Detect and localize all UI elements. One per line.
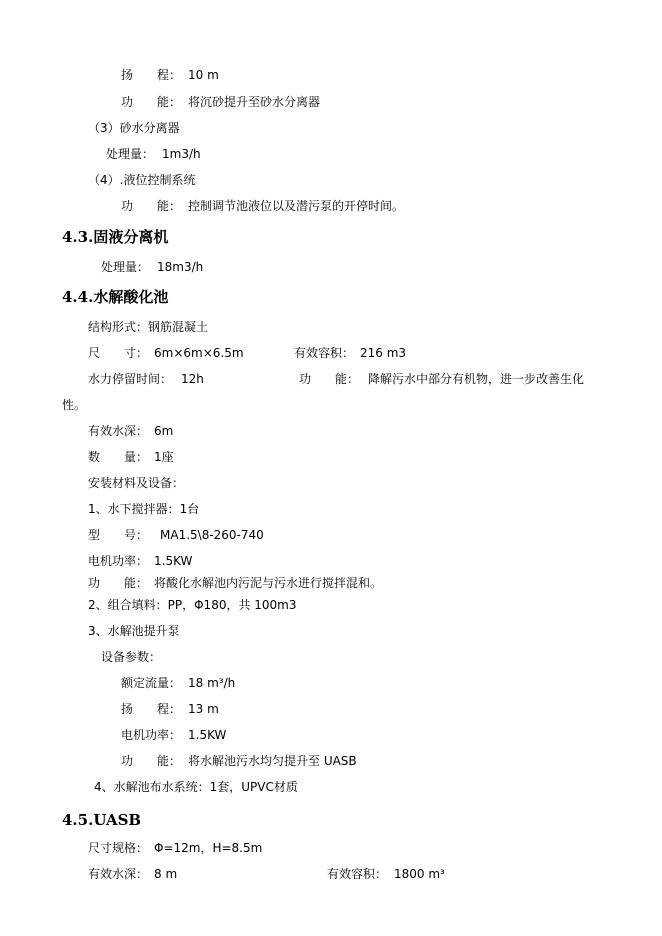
- model-label: 型 号：: [88, 528, 149, 542]
- function-label: 功 能：: [88, 576, 149, 590]
- size-spec-label: 尺寸规格：: [88, 841, 149, 855]
- motor-power-label: 电机功率：: [88, 554, 149, 568]
- level-control-heading: （4）.液位控制系统: [88, 173, 196, 187]
- function-label: 功 能：: [121, 199, 182, 213]
- quantity-label: 数 量：: [88, 450, 149, 464]
- motor-power-value: 1.5KW: [188, 728, 227, 742]
- effective-volume-label: 有效容积：: [294, 346, 355, 360]
- function-label: 功 能：: [299, 372, 360, 386]
- capacity-value: 18m3/h: [157, 260, 204, 274]
- function-value: 将酸化水解池内污泥与污水进行搅拌混和。: [154, 576, 383, 590]
- equipment-params-heading: 设备参数：: [101, 650, 162, 664]
- effective-volume-value: 216 m3: [360, 346, 407, 360]
- capacity-label: 处理量：: [101, 260, 150, 274]
- capacity-label: 处理量：: [106, 147, 155, 161]
- size-spec-value: Φ=12m，H=8.5m: [154, 841, 263, 855]
- dimension-value: 6m×6m×6.5m: [154, 346, 244, 360]
- rated-flow-label: 额定流量：: [121, 676, 182, 690]
- water-depth-value: 6m: [154, 424, 174, 438]
- capacity-value: 1m3/h: [162, 147, 201, 161]
- function-label: 功 能：: [121, 95, 182, 109]
- model-value: MA1.5\8-260-740: [160, 528, 264, 542]
- water-depth-label: 有效水深：: [88, 424, 149, 438]
- function-label: 功 能：: [121, 754, 182, 768]
- lift-pump-heading: 3、水解池提升泵: [88, 624, 180, 638]
- motor-power-label: 电机功率：: [121, 728, 182, 742]
- sand-separator-heading: （3）砂水分离器: [88, 121, 180, 135]
- function-value: 将沉砂提升至砂水分离器: [188, 95, 321, 109]
- function-value: 将水解池污水均匀提升至 UASB: [188, 754, 357, 768]
- hrt-value: 12h: [181, 372, 204, 386]
- function-value: 降解污水中部分有机物，进一步改善生化: [368, 372, 585, 386]
- materials-heading: 安装材料及设备：: [88, 476, 185, 490]
- distribution-system-item: 4、水解池布水系统：1套，UPVC材质: [94, 780, 298, 794]
- water-depth-value: 8 m: [154, 867, 178, 881]
- hrt-label: 水力停留时间：: [88, 372, 173, 386]
- section-heading-4-3: 4.3.固液分离机: [62, 228, 169, 246]
- section-heading-4-4: 4.4.水解酸化池: [62, 288, 169, 306]
- effective-volume-value: 1800 m³: [394, 867, 445, 881]
- motor-power-value: 1.5KW: [154, 554, 193, 568]
- lift-head-label: 扬 程：: [121, 702, 182, 716]
- function-value: 控制调节池液位以及潜污泵的开停时间。: [188, 199, 405, 213]
- function-value-continued: 性。: [62, 398, 87, 412]
- lift-head-label: 扬 程：: [121, 68, 182, 82]
- quantity-value: 1座: [154, 450, 174, 464]
- section-heading-4-5: 4.5.UASB: [62, 811, 142, 829]
- lift-head-value: 13 m: [188, 702, 219, 716]
- effective-volume-label: 有效容积：: [327, 867, 388, 881]
- dimension-label: 尺 寸：: [88, 346, 149, 360]
- water-depth-label: 有效水深：: [88, 867, 149, 881]
- mixer-item: 1、水下搅拌器：1台: [88, 502, 200, 516]
- packing-item: 2、组合填料：PP，Φ180，共 100m3: [88, 598, 297, 612]
- lift-head-value: 10 m: [188, 68, 219, 82]
- structure-type: 结构形式：钢筋混凝土: [88, 320, 209, 334]
- rated-flow-value: 18 m³/h: [188, 676, 236, 690]
